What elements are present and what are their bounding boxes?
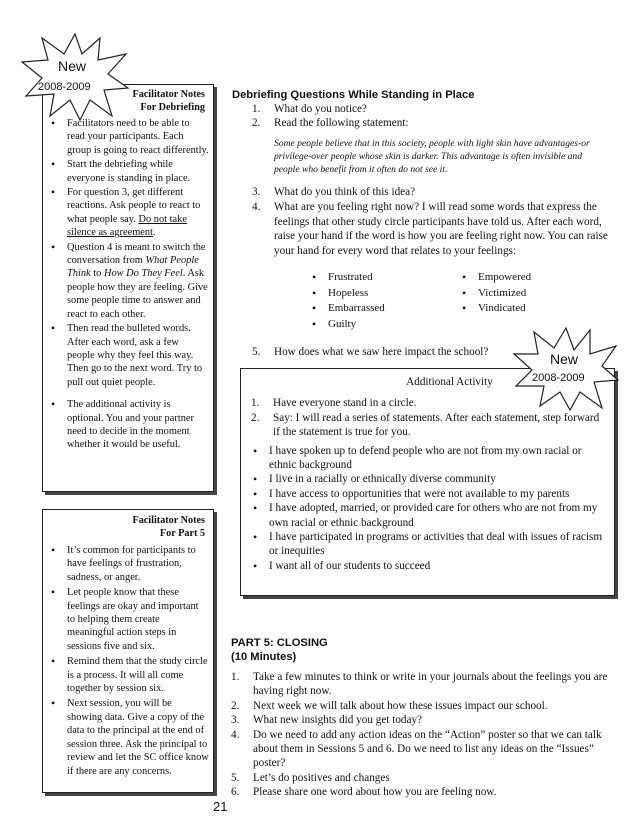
list-item: • I have participated in programs or activities that deal with issues of racism or inequities	[247, 530, 608, 559]
list-item: • For question 3, get different reactions. Ask people to react to what people say. Do not take silence as agreement.	[45, 186, 209, 240]
list-item: • I live in a racially or ethnically diverse community	[247, 472, 608, 486]
closing-item: 3. What new insights did you get today?	[231, 714, 423, 727]
new-badge-starburst	[512, 326, 620, 412]
list-item: • It’s common for participants to have feelings of frustration, sadness, or anger.	[45, 544, 209, 584]
question-2: 2. Read the following statement:	[252, 117, 409, 130]
list-item: • Start the debriefing while everyone is standing in place.	[45, 158, 209, 185]
part5-notes-title: Facilitator Notes For Part 5	[132, 515, 205, 539]
list-item: • Hopeless	[306, 286, 456, 302]
closing-item: 4. Do we need to add any action ideas on the “Action” poster so that we can talk about them in Sessions 5 and 6. Do we need to list any ideas on the “Issues” poster?	[231, 728, 602, 770]
list-item: • The additional activity is optional. You and your partner need to decide in the moment whether it would be useful.	[45, 398, 209, 452]
question-5: 5. How does what we saw here impact the school?	[252, 346, 489, 358]
question-1: 1. What do you notice?	[252, 103, 367, 115]
list-item: • I have spoken up to defend people who are not from my own racial or ethnic background	[247, 444, 608, 473]
debriefing-questions	[252, 102, 607, 131]
closing-item: 2. Next week we will talk about how these issues impact our school.	[231, 699, 548, 712]
debriefing-notes-title: Facilitator Notes For Debriefing	[132, 89, 205, 113]
list-item: • Embarrassed	[306, 301, 456, 317]
debriefing-heading: Debriefing Questions While Standing in Place	[232, 89, 475, 101]
list-item: • I have access to opportunities that were not available to my parents	[247, 487, 608, 501]
list-item: • Next session, you will be showing data. Give a copy of the data to the principal at the end of session three. Ask the principal to review and let the SC office know if there are any concerns.	[45, 697, 209, 777]
part5-notes-list	[45, 544, 209, 778]
question-4: 4. What are you feeling right now? I will read some words that express the feelings that other study circle participants have told us. After each word, raise your hand if the word is how you are feeling right now. You can raise your hand for every word that relates to your feelings:	[252, 201, 608, 257]
activity-statements	[247, 444, 608, 574]
closing-item: 5. Let’s do positives and changes	[231, 771, 390, 784]
closing-item: 6. Please share one word about how you are feeling now.	[231, 786, 497, 799]
list-item: • Guilty	[306, 317, 456, 333]
list-item: • Question 4 is meant to switch the conversation from What People Think to How Do They Feel. Ask people how they are feeling. Give some people time to answer and react to each other.	[45, 241, 209, 321]
question-5-list	[252, 345, 552, 359]
starburst-icon	[512, 326, 620, 412]
badge-year-label: 2008-2009	[38, 81, 91, 93]
list-item: • Empowered	[456, 270, 606, 286]
list-item: • Let people know that these feelings are okay and important to helping them create meaningful action steps in sessions five and six.	[45, 586, 209, 653]
list-item: • Frustrated	[306, 270, 456, 286]
additional-activity-title: Additional Activity	[406, 376, 493, 388]
activity-step: 2. Say: I will read a series of statements. After each statement, step forward if the statement is true for you.	[251, 411, 600, 439]
badge-new-label: New	[58, 58, 87, 74]
list-item: • I want all of our students to succeed	[247, 559, 608, 573]
list-item: • Victimized	[456, 286, 606, 302]
list-item: • Then read the bulleted words. After each word, ask a few people why they feel this way. Then go to the next word. Try to pull out quiet people.	[45, 322, 209, 389]
feelings-list-right	[456, 270, 606, 317]
closing-item: 1. Take a few minutes to think or write in your journals about the feelings you are having right now.	[231, 671, 608, 698]
feelings-list-left	[306, 270, 456, 332]
closing-heading: PART 5: CLOSING (10 Minutes)	[231, 637, 328, 663]
list-item: • Vindicated	[456, 301, 606, 317]
badge-year-label: 2008-2009	[532, 372, 585, 384]
debriefing-questions-cont	[252, 185, 612, 258]
list-item: • Remind them that the study circle is a process. It will all come together by session six.	[45, 655, 209, 695]
debriefing-notes-box	[42, 84, 214, 492]
list-item: • I have adopted, married, or provided care for others who are not from my own racial or ethnic background	[247, 501, 608, 530]
list-item: • Facilitators need to be able to read your participants. Each group is going to react differently.	[45, 117, 209, 157]
closing-list	[231, 670, 616, 800]
new-badge-starburst	[20, 32, 130, 122]
question-3: 3. What do you think of this idea?	[252, 186, 416, 198]
activity-step: 1. Have everyone stand in a circle.	[251, 397, 417, 410]
debriefing-notes-list	[45, 117, 209, 452]
page-number: 21	[213, 799, 228, 814]
starburst-icon	[20, 32, 130, 122]
privilege-statement: Some people believe that in this society, people with light skin have advantages-or privilege-over people whose skin is darker. This advantage is often invisible and people who benefit from it often do not see it.	[274, 138, 590, 175]
part5-notes-box	[42, 509, 214, 793]
badge-new-label: New	[550, 351, 579, 367]
